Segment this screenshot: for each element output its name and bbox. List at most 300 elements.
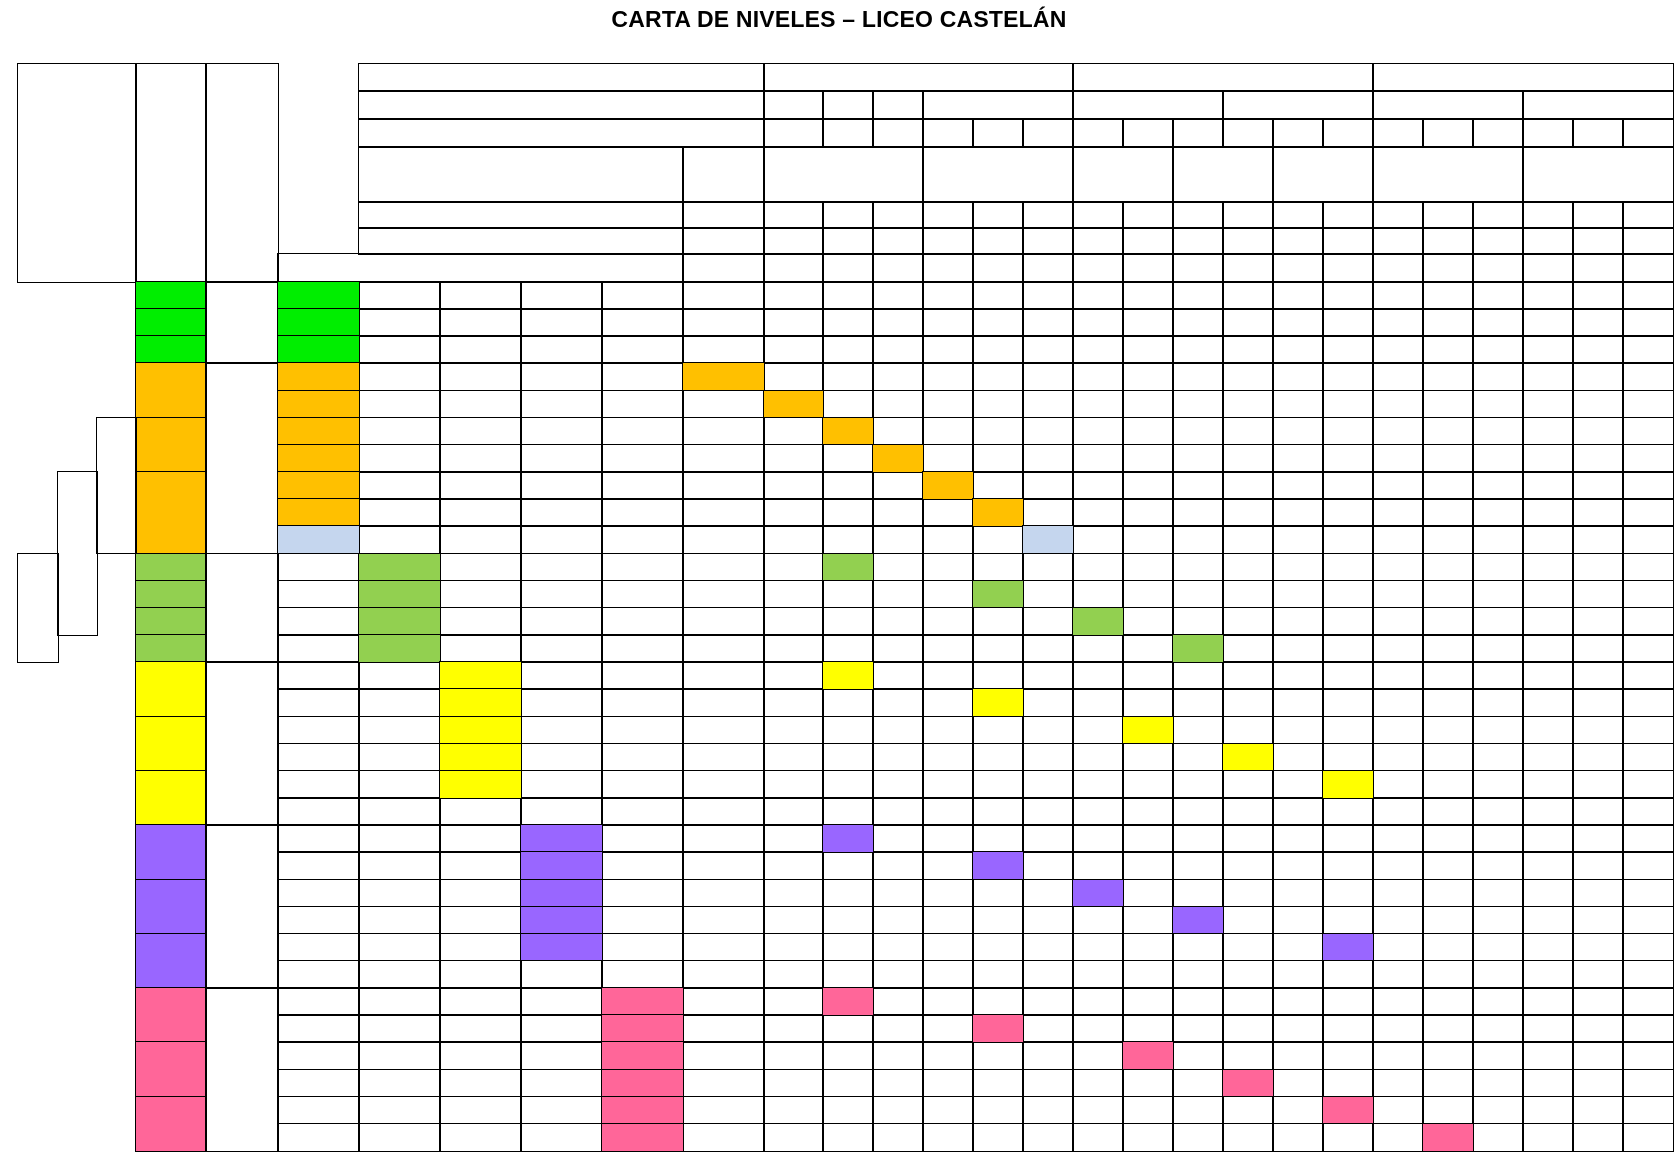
level-grid-cell — [1322, 362, 1374, 391]
level-marker — [1322, 770, 1374, 799]
level-grid-cell — [763, 688, 824, 717]
level-grid-cell — [1222, 797, 1274, 826]
book-cell — [439, 688, 522, 717]
level-grid-cell — [872, 1014, 924, 1043]
level-grid-cell — [1322, 661, 1374, 690]
level-grid-cell — [1572, 634, 1624, 663]
level-grid-cell — [972, 607, 1024, 636]
book-cell — [277, 444, 360, 473]
cenni-cell — [1622, 201, 1674, 229]
book-grid-cell — [520, 525, 603, 554]
level-grid-cell — [1472, 335, 1524, 364]
level-grid-cell — [922, 498, 974, 527]
age-cell — [135, 879, 207, 935]
level-grid-cell — [1372, 471, 1424, 500]
grid-cell — [1172, 253, 1224, 283]
level-grid-cell — [1422, 661, 1474, 690]
level-grid-cell — [822, 580, 874, 609]
cenni-cell — [922, 201, 974, 229]
level-grid-cell — [1522, 879, 1574, 908]
level-grid-cell — [1072, 498, 1124, 527]
classification-4 — [205, 824, 279, 988]
level-grid-cell — [1372, 688, 1424, 717]
cenni-cell — [1122, 201, 1174, 229]
level-grid-cell — [1372, 580, 1424, 609]
grid-cell — [1122, 253, 1174, 283]
percentage-cell — [1172, 118, 1224, 148]
cefr-cell — [682, 227, 765, 255]
row-label-estandar — [358, 146, 684, 203]
book-grid-cell — [277, 716, 360, 745]
level-marker — [1022, 525, 1074, 554]
level-grid-cell — [822, 444, 874, 473]
age-cell — [135, 417, 207, 473]
book-cell — [358, 580, 441, 609]
level-grid-cell — [1422, 444, 1474, 473]
book-grid-cell — [601, 607, 684, 636]
level-grid-cell — [872, 661, 924, 690]
level-grid-cell — [1472, 688, 1524, 717]
book-grid-cell — [520, 498, 603, 527]
level-grid-cell — [682, 498, 765, 527]
level-grid-cell — [1572, 471, 1624, 500]
level-grid-cell — [1572, 553, 1624, 582]
level-grid-cell — [682, 743, 765, 772]
level-grid-cell — [1322, 281, 1374, 310]
level-grid-cell — [1372, 281, 1424, 310]
level-grid-cell — [1422, 335, 1474, 364]
level-grid-cell — [1572, 743, 1624, 772]
level-grid-cell — [1122, 933, 1174, 962]
book-grid-cell — [601, 634, 684, 663]
book-cell — [358, 607, 441, 636]
level-grid-cell — [872, 987, 924, 1016]
level-grid-cell — [972, 1069, 1024, 1098]
percentage-cell — [1022, 118, 1074, 148]
level-grid-cell — [1122, 390, 1174, 419]
level-grid-cell — [1222, 634, 1274, 663]
level-marker — [972, 851, 1024, 880]
level-grid-cell — [1472, 824, 1524, 853]
book-grid-cell — [439, 634, 522, 663]
level-grid-cell — [922, 987, 974, 1016]
book-grid-cell — [358, 525, 441, 554]
book-cell — [277, 471, 360, 500]
level-marker — [1222, 1069, 1274, 1098]
level-grid-cell — [922, 1069, 974, 1098]
exam-pet — [1072, 90, 1224, 120]
level-grid-cell — [682, 390, 765, 419]
percentage-cell — [1522, 118, 1574, 148]
level-grid-cell — [1422, 607, 1474, 636]
book-grid-cell — [520, 390, 603, 419]
level-grid-cell — [872, 688, 924, 717]
level-grid-cell — [682, 716, 765, 745]
level-grid-cell — [1622, 634, 1674, 663]
age-cell — [135, 987, 207, 1043]
level-grid-cell — [1022, 688, 1074, 717]
level-marker — [822, 661, 874, 690]
level-grid-cell — [763, 281, 824, 310]
level-grid-cell — [1422, 1096, 1474, 1125]
age-cell — [135, 471, 207, 554]
book-grid-cell — [277, 1069, 360, 1098]
level-grid-cell — [872, 797, 924, 826]
classification-0 — [205, 281, 279, 364]
age-cell — [135, 661, 207, 717]
level-grid-cell — [1122, 525, 1174, 554]
level-grid-cell — [1122, 797, 1174, 826]
level-grid-cell — [1422, 851, 1474, 880]
level-grid-cell — [1622, 553, 1674, 582]
level-grid-cell — [1122, 1123, 1174, 1152]
cefr-cell — [1572, 227, 1624, 255]
level-grid-cell — [1622, 933, 1674, 962]
cenni-cell — [1272, 201, 1324, 229]
book-grid-cell — [520, 335, 603, 364]
level-grid-cell — [1472, 308, 1524, 337]
level-grid-cell — [972, 661, 1024, 690]
age-cell — [135, 308, 207, 337]
level-grid-cell — [1472, 770, 1524, 799]
level-grid-cell — [922, 553, 974, 582]
level-grid-cell — [1572, 1069, 1624, 1098]
level-grid-cell — [872, 308, 924, 337]
level-grid-cell — [1572, 1096, 1624, 1125]
level-grid-cell — [1322, 580, 1374, 609]
level-grid-cell — [1272, 1069, 1324, 1098]
level-grid-cell — [1072, 1069, 1124, 1098]
level-grid-cell — [682, 960, 765, 989]
cenni-cell — [1522, 201, 1574, 229]
level-grid-cell — [1022, 933, 1074, 962]
level-grid-cell — [972, 281, 1024, 310]
level-grid-cell — [1072, 362, 1124, 391]
book-grid-cell — [520, 444, 603, 473]
level-grid-cell — [1422, 498, 1474, 527]
level-grid-cell — [1222, 716, 1274, 745]
level-grid-cell — [763, 770, 824, 799]
percentage-cell — [1472, 118, 1524, 148]
level-grid-cell — [872, 607, 924, 636]
level-grid-cell — [1222, 417, 1274, 446]
level-grid-cell — [682, 1069, 765, 1098]
cenni-cell — [1022, 201, 1074, 229]
book-grid-cell — [439, 933, 522, 962]
level-grid-cell — [682, 335, 765, 364]
cefr-cell — [922, 227, 974, 255]
cenni-cell — [1172, 201, 1224, 229]
book-grid-cell — [520, 580, 603, 609]
level-marker — [1322, 1096, 1374, 1125]
level-true-beginner — [682, 146, 765, 203]
book-grid-cell — [277, 933, 360, 962]
level-grid-cell — [1022, 851, 1074, 880]
level-grid-cell — [1422, 471, 1474, 500]
book-grid-cell — [520, 308, 603, 337]
cefr-cell — [1122, 227, 1174, 255]
level-grid-cell — [1072, 471, 1124, 500]
level-grid-cell — [682, 607, 765, 636]
level-grid-cell — [1072, 634, 1124, 663]
level-grid-cell — [1572, 987, 1624, 1016]
level-grid-cell — [1522, 1123, 1574, 1152]
book-grid-cell — [601, 525, 684, 554]
level-grid-cell — [1622, 417, 1674, 446]
level-grid-cell — [1222, 308, 1274, 337]
level-grid-cell — [822, 906, 874, 935]
cenni-cell — [972, 201, 1024, 229]
level-grid-cell — [1422, 797, 1474, 826]
level-grid-cell — [972, 553, 1024, 582]
level-marker — [682, 362, 765, 391]
level-grid-cell — [1372, 1096, 1424, 1125]
level-grid-cell — [872, 879, 924, 908]
book-grid-cell — [601, 362, 684, 391]
level-grid-cell — [1272, 1096, 1324, 1125]
level-grid-cell — [972, 770, 1024, 799]
level-grid-cell — [1422, 308, 1474, 337]
blank-book-cell — [277, 525, 360, 554]
level-grid-cell — [922, 797, 974, 826]
level-grid-cell — [922, 906, 974, 935]
level-grid-cell — [1022, 335, 1074, 364]
level-grid-cell — [1572, 335, 1624, 364]
level-grid-cell — [1222, 335, 1274, 364]
book-grid-cell — [358, 987, 441, 1016]
level-grid-cell — [1122, 308, 1174, 337]
book-grid-cell — [277, 1041, 360, 1070]
level-grid-cell — [1072, 824, 1124, 853]
cefr-cell — [1522, 227, 1574, 255]
level-grid-cell — [972, 471, 1024, 500]
level-grid-cell — [1022, 770, 1074, 799]
level-grid-cell — [1272, 417, 1324, 446]
level-grid-cell — [822, 879, 874, 908]
level-grid-cell — [1072, 281, 1124, 310]
exam-ket — [922, 90, 1074, 120]
book-grid-cell — [520, 634, 603, 663]
level-grid-cell — [822, 797, 874, 826]
level-grid-cell — [1372, 417, 1424, 446]
book-grid-cell — [520, 661, 603, 690]
level-grid-cell — [1522, 634, 1574, 663]
level-grid-cell — [1622, 362, 1674, 391]
book-cell — [520, 879, 603, 908]
level-grid-cell — [922, 960, 974, 989]
age-cell — [135, 335, 207, 364]
book-grid-cell — [358, 933, 441, 962]
book-cell — [520, 906, 603, 935]
level-grid-cell — [1072, 661, 1124, 690]
percentage-cell — [1372, 118, 1424, 148]
level-grid-cell — [1172, 525, 1224, 554]
level-grid-cell — [922, 824, 974, 853]
level-grid-cell — [1372, 987, 1424, 1016]
grid-cell — [1322, 253, 1374, 283]
level-grid-cell — [1222, 661, 1274, 690]
level-grid-cell — [1472, 797, 1524, 826]
level-grid-cell — [1222, 879, 1274, 908]
book-grid-cell — [520, 797, 603, 826]
level-grid-cell — [1472, 661, 1524, 690]
level-grid-cell — [682, 308, 765, 337]
level-grid-cell — [1172, 770, 1224, 799]
level-grid-cell — [763, 335, 824, 364]
yl-movers — [57, 471, 98, 635]
level-grid-cell — [972, 417, 1024, 446]
level-grid-cell — [872, 960, 924, 989]
level-grid-cell — [1022, 1041, 1074, 1070]
yl-flyers — [17, 553, 59, 663]
level-elementary — [922, 146, 1074, 203]
level-grid-cell — [763, 553, 824, 582]
level-grid-cell — [763, 960, 824, 989]
level-grid-cell — [1022, 553, 1074, 582]
level-grid-cell — [763, 525, 824, 554]
level-grid-cell — [1022, 634, 1074, 663]
classification-header — [205, 63, 279, 283]
level-grid-cell — [922, 1123, 974, 1152]
level-grid-cell — [872, 933, 924, 962]
level-grid-cell — [1272, 362, 1324, 391]
level-grid-cell — [1472, 960, 1524, 989]
grid-cell — [1572, 253, 1624, 283]
exam-cell-empty — [822, 90, 874, 120]
book-grid-cell — [277, 1014, 360, 1043]
level-grid-cell — [1372, 362, 1424, 391]
level-grid-cell — [972, 525, 1024, 554]
level-grid-cell — [1122, 335, 1174, 364]
level-grid-cell — [1122, 580, 1174, 609]
book-grid-cell — [601, 716, 684, 745]
cefr-cell — [1622, 227, 1674, 255]
level-grid-cell — [1372, 716, 1424, 745]
level-marker — [1172, 634, 1224, 663]
level-grid-cell — [1222, 281, 1274, 310]
book-cell — [601, 1014, 684, 1043]
level-grid-cell — [1422, 906, 1474, 935]
exam-cpe — [1522, 90, 1674, 120]
level-grid-cell — [1322, 797, 1374, 826]
cenni-cell — [1472, 201, 1524, 229]
age-cell — [135, 580, 207, 609]
book-grid-cell — [439, 960, 522, 989]
book-cell — [601, 987, 684, 1016]
level-grid-cell — [1622, 960, 1674, 989]
level-grid-cell — [872, 770, 924, 799]
level-grid-cell — [1322, 634, 1374, 663]
level-grid-cell — [682, 933, 765, 962]
level-grid-cell — [1622, 1014, 1674, 1043]
level-grid-cell — [1522, 824, 1574, 853]
book-grid-cell — [358, 444, 441, 473]
level-grid-cell — [872, 716, 924, 745]
level-marker — [1072, 879, 1124, 908]
cefr-cell — [1422, 227, 1474, 255]
cenni-cell — [1422, 201, 1474, 229]
exam-fce — [1222, 90, 1374, 120]
level-marker — [922, 471, 974, 500]
level-grid-cell — [972, 906, 1024, 935]
book-grid-cell — [601, 281, 684, 310]
level-grid-cell — [1272, 770, 1324, 799]
age-cell — [135, 770, 207, 826]
level-marker — [1172, 906, 1224, 935]
level-grid-cell — [1372, 1069, 1424, 1098]
cenni-cell — [1322, 201, 1374, 229]
book-grid-cell — [439, 444, 522, 473]
book-cell — [277, 390, 360, 419]
level-grid-cell — [1022, 906, 1074, 935]
level-grid-cell — [1022, 960, 1074, 989]
level-grid-cell — [1322, 390, 1374, 419]
book-grid-cell — [520, 553, 603, 582]
level-grid-cell — [922, 308, 974, 337]
row-label-produccion — [358, 63, 765, 92]
level-marker — [1072, 607, 1124, 636]
level-grid-cell — [1422, 1041, 1474, 1070]
grid-cell — [1522, 253, 1574, 283]
exam-cell-empty — [872, 90, 924, 120]
level-grid-cell — [1322, 1041, 1374, 1070]
level-grid-cell — [1572, 1041, 1624, 1070]
level-grid-cell — [1322, 417, 1374, 446]
level-grid-cell — [1272, 851, 1324, 880]
book-grid-cell — [601, 960, 684, 989]
cefr-cell — [1322, 227, 1374, 255]
classification-2 — [205, 553, 279, 663]
book-cell — [601, 1123, 684, 1152]
level-grid-cell — [1522, 444, 1574, 473]
level-grid-cell — [822, 770, 874, 799]
level-grid-cell — [1022, 661, 1074, 690]
book-cell — [601, 1096, 684, 1125]
level-grid-cell — [922, 743, 974, 772]
level-grid-cell — [1272, 607, 1324, 636]
grid-cell — [1372, 253, 1424, 283]
exam-cae — [1372, 90, 1524, 120]
level-grid-cell — [872, 1096, 924, 1125]
production-basic-user — [763, 63, 1074, 92]
level-intermediate — [1172, 146, 1274, 203]
book-cell — [439, 716, 522, 745]
level-grid-cell — [1222, 933, 1274, 962]
level-grid-cell — [1422, 770, 1474, 799]
level-grid-cell — [1372, 743, 1424, 772]
level-grid-cell — [1422, 1069, 1474, 1098]
level-grid-cell — [1122, 906, 1174, 935]
book-grid-cell — [520, 417, 603, 446]
book-cell — [520, 933, 603, 962]
level-grid-cell — [682, 580, 765, 609]
level-grid-cell — [1372, 335, 1424, 364]
book-grid-cell — [601, 553, 684, 582]
book-grid-cell — [358, 879, 441, 908]
level-grid-cell — [1472, 906, 1524, 935]
level-grid-cell — [922, 417, 974, 446]
book-grid-cell — [439, 417, 522, 446]
age-cell — [135, 1041, 207, 1097]
level-grid-cell — [1622, 471, 1674, 500]
level-grid-cell — [1022, 362, 1074, 391]
level-grid-cell — [1572, 1123, 1624, 1152]
level-grid-cell — [1022, 281, 1074, 310]
book-grid-cell — [358, 906, 441, 935]
level-grid-cell — [1272, 960, 1324, 989]
level-grid-cell — [1372, 607, 1424, 636]
level-grid-cell — [1222, 1123, 1274, 1152]
